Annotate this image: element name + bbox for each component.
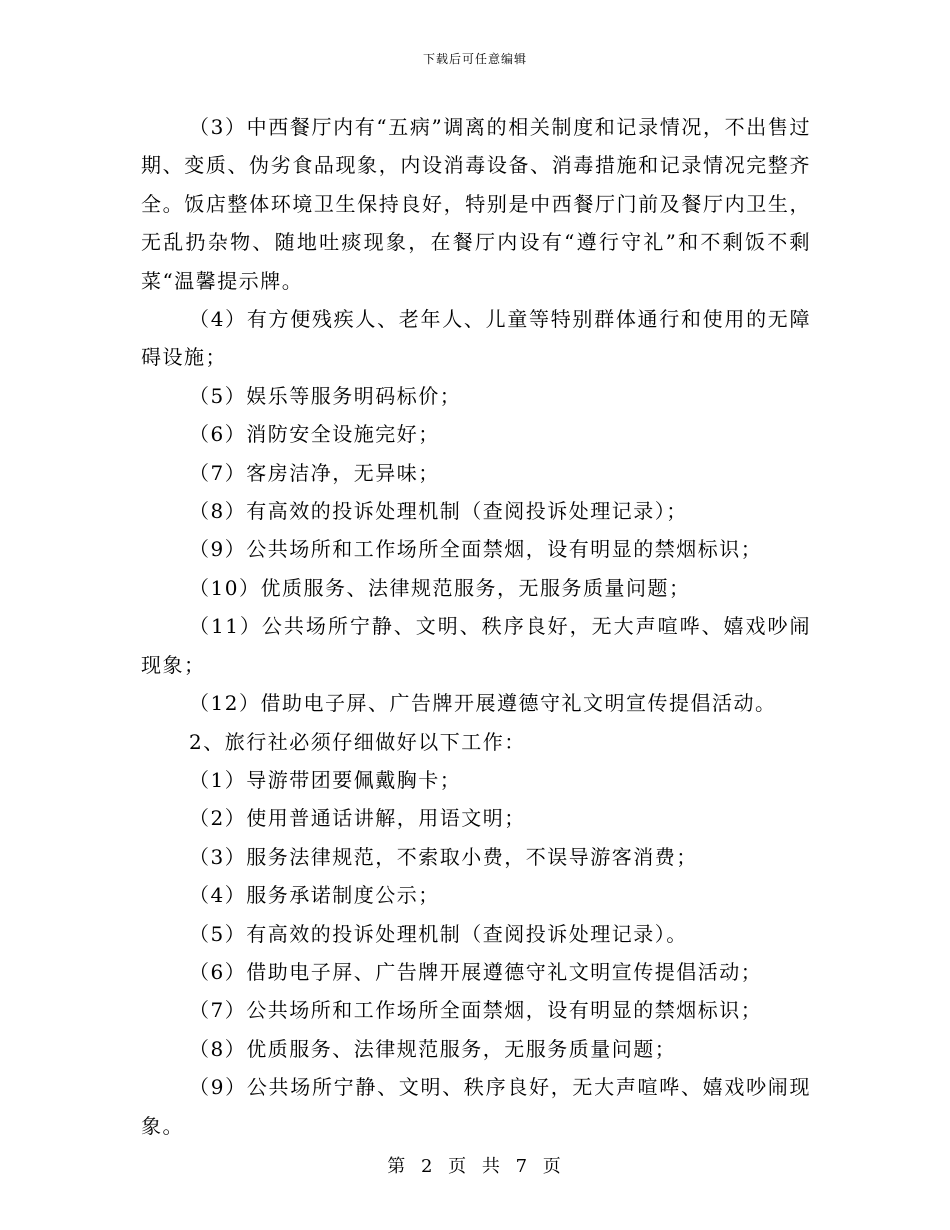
paragraph-hotel-item-5: （5）娱乐等服务明码标价； [189, 383, 462, 408]
paragraph-hotel-item-4: （4）有方便残疾人、老年人、儿童等特别群体通行和使用的无障碍设施； [141, 307, 811, 370]
section-heading-travel-agency: 2、旅行社必须仔细做好以下工作： [189, 729, 526, 754]
paragraph-hotel-item-3: （3）中西餐厅内有“五病”调离的相关制度和记录情况，不出售过期、变质、伪劣食品现象，内设消毒设备、消毒措施和记录情况完整齐全。饭店整体环境卫生保持良好，特别是中西餐厅门前及餐厅内卫生，无乱扔杂物、随地吐痰现象，在餐厅内设有“遵行守礼”和不剩饭不剩菜“温馨提示牌。 [141, 115, 811, 293]
paragraph-agency-item-9: （9）公共场所宁静、文明、秩序良好，无大声喧哗、嬉戏吵闹现象。 [141, 1075, 811, 1138]
paragraph-hotel-item-8: （8）有高效的投诉处理机制（查阅投诉处理记录）； [189, 499, 688, 524]
paragraph-agency-item-3: （3）服务法律规范，不索取小费，不误导游客消费； [189, 844, 698, 869]
paragraph-hotel-item-7: （7）客房洁净，无异味； [189, 460, 440, 485]
paragraph-agency-item-8: （8）优质服务、法律规范服务，无服务质量问题； [189, 1036, 677, 1061]
paragraph-agency-item-6: （6）借助电子屏、广告牌开展遵德守礼文明宣传提倡活动； [189, 959, 763, 984]
paragraph-agency-item-2: （2）使用普通话讲解，用语文明； [189, 806, 526, 831]
paragraph-hotel-item-11: （11）公共场所宁静、文明、秩序良好，无大声喧哗、嬉戏吵闹现象； [141, 614, 811, 677]
paragraph-hotel-item-9: （9）公共场所和工作场所全面禁烟，设有明显的禁烟标识； [189, 537, 763, 562]
paragraph-agency-item-1: （1）导游带团要佩戴胸卡； [189, 767, 462, 792]
paragraph-hotel-item-10: （10）优质服务、法律规范服务，无服务质量问题； [189, 575, 691, 600]
paragraph-hotel-item-12: （12）借助电子屏、广告牌开展遵德守礼文明宣传提倡活动。 [189, 691, 777, 716]
page-number-footer: 第 2 页 共 7 页 [387, 1156, 563, 1177]
paragraph-agency-item-4: （4）服务承诺制度公示； [189, 883, 440, 908]
paragraph-hotel-item-6: （6）消防安全设施完好； [189, 422, 440, 447]
page-header: 下载后可任意编辑 [422, 52, 527, 66]
paragraph-agency-item-5: （5）有高效的投诉处理机制（查阅投诉处理记录）。 [189, 921, 688, 946]
document-body [141, 108, 811, 1145]
paragraph-agency-item-7: （7）公共场所和工作场所全面禁烟，设有明显的禁烟标识； [189, 998, 763, 1023]
